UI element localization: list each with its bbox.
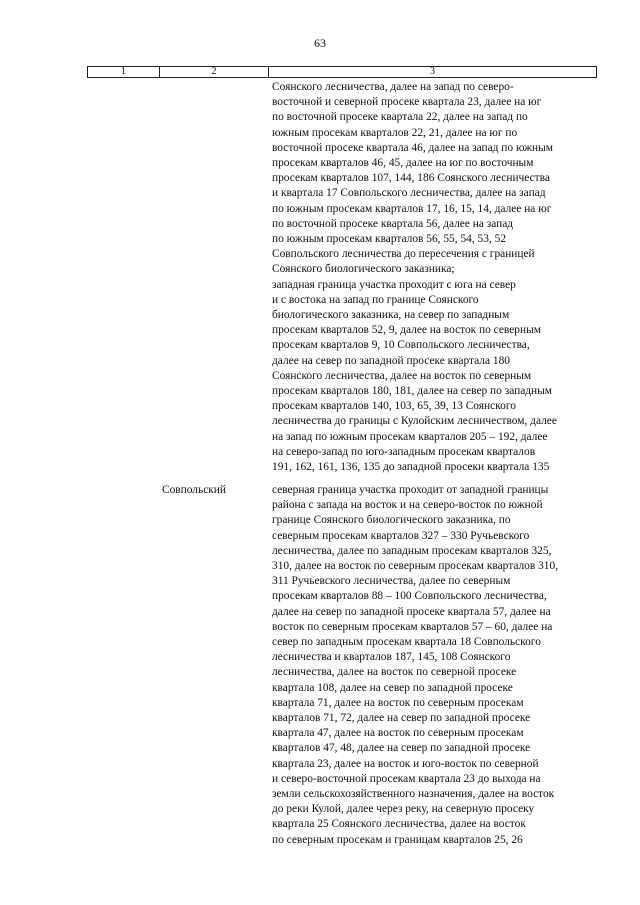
text-line: восток по северным просекам кварталов 57 – 60, далее на [272, 620, 553, 633]
text-line: кварталов 47, 48, далее на север по западной просеке [272, 742, 531, 755]
text-line: север по западным просекам квартала 18 Совпольского [272, 636, 541, 649]
text-line: далее на север по западной просеке квартала 180 [272, 354, 510, 367]
table-header-col-3: 3 [430, 66, 435, 77]
text-line: района с запада на восток и на северо-восток по южной [272, 499, 543, 512]
text-line: и с востока на запад по границе Соянского [272, 293, 479, 306]
boundary-description-continued [272, 80, 604, 475]
boundary-description-sovpolsky [272, 483, 604, 848]
text-line: просекам кварталов 88 – 100 Совпольского лесничества, [272, 590, 547, 603]
text-line: просекам кварталов 180, 181, далее на север по западным [272, 385, 552, 398]
text-line: квартала 108, далее на север по западной просеке [272, 681, 513, 694]
text-line: Соянского биологического заказника; [272, 263, 455, 276]
text-line: просекам кварталов 140, 103, 65, 39, 13 Соянского [272, 400, 516, 413]
text-line: по восточной просеке квартала 22, далее на запад по [272, 111, 528, 124]
text-line: квартала 71, далее на восток по северным просекам [272, 696, 524, 709]
text-line: биологического заказника, на север по западным [272, 309, 510, 322]
text-line: по восточной просеке квартала 56, далее на запад [272, 217, 514, 230]
text-line: Соянского лесничества, далее на запад по северо- [272, 81, 514, 93]
table-header-col-2: 2 [160, 67, 269, 77]
text-line: по южным просекам кварталов 56, 55, 54, 53, 52 [272, 233, 507, 246]
district-name: Совпольский [162, 484, 226, 496]
text-line: квартала 47, далее на восток по северным просекам [272, 727, 524, 740]
text-line: по южным просекам кварталов 17, 16, 15, 14, далее на юг [272, 202, 552, 215]
text-line: просекам кварталов 52, 9, далее на восток по северным [272, 324, 541, 337]
text-line: восточной и северной просеке квартала 23, далее на юг [272, 96, 542, 109]
text-line: по северным просекам и границам кварталов 25, 26 [272, 833, 523, 846]
text-line: южным просекам кварталов 22, 21, далее на юг по [272, 126, 518, 139]
text-line: просекам кварталов 107, 144, 186 Соянского лесничества [272, 172, 550, 185]
text-line: квартала 25 Соянского лесничества, далее на восток [272, 818, 526, 831]
text-line: просекам кварталов 46, 45, далее на юг по восточным [272, 157, 534, 170]
text-line: 311 Ручьевского лесничества, далее по северным [272, 575, 511, 588]
text-line: северная граница участка проходит от западной границы [272, 484, 549, 496]
text-line: на северо-запад по юго-западным просекам кварталов [272, 445, 536, 458]
text-line: границе Соянского биологического заказника, по [272, 514, 511, 527]
table-header-row [87, 66, 597, 78]
text-line: и квартала 17 Совпольского лесничества, далее на запад [272, 187, 546, 200]
page-number: 63 [314, 36, 326, 50]
text-line: восточной просеке квартала 46, далее на запад по южным [272, 141, 553, 154]
text-line: до реки Кулой, далее через реку, на северную просеку [272, 803, 535, 816]
text-line: земли сельскохозяйственного назначения, далее на восток [272, 788, 555, 801]
text-line: лесничества до границы с Кулойским лесничеством, далее [272, 415, 557, 428]
table-header-col-1: 1 [88, 67, 160, 77]
text-line: и северо-восточной просекам квартала 23 до выхода на [272, 772, 541, 785]
text-line: северным просекам кварталов 327 – 330 Ручьевского [272, 529, 530, 542]
text-line: лесничества, далее по западным просекам кварталов 325, [272, 544, 552, 557]
text-line: далее на север по западной просеке квартала 57, далее на [272, 605, 551, 618]
text-line: лесничества, далее на восток по северной просеке [272, 666, 517, 679]
text-line: Соянского лесничества, далее на восток по северным [272, 369, 532, 382]
text-line: 310, далее на восток по северным просекам кварталов 310, [272, 560, 559, 573]
text-line: на запад по южным просекам кварталов 205 – 192, далее [272, 430, 548, 443]
text-line: кварталов 71, 72, далее на север по западной просеке [272, 712, 531, 725]
text-line: 191, 162, 161, 136, 135 до западной просеки квартала 135 [272, 461, 550, 474]
text-line: Совпольского лесничества до пересечения с границей [272, 248, 535, 261]
text-line: просекам кварталов 9, 10 Совпольского лесничества, [272, 339, 530, 352]
text-line: лесничества и кварталов 187, 145, 108 Соянского [272, 651, 511, 664]
text-line: западная граница участка проходит с юга на север [272, 278, 516, 291]
text-line: квартала 23, далее на восток и юго-восток по северной [272, 757, 539, 770]
